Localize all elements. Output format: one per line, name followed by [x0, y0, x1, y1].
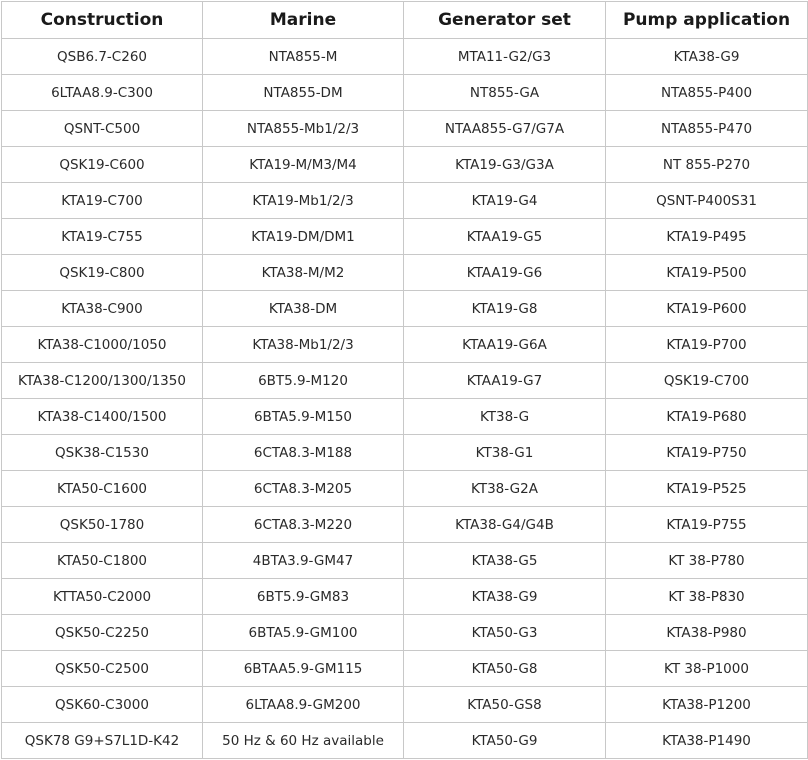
cell-construction: KTA50-C1600	[2, 471, 203, 507]
table-row	[2, 363, 808, 399]
engine-model-table	[1, 1, 808, 759]
cell-pump-application: KTA19-P680	[606, 399, 808, 435]
cell-generator-set: NTAA855-G7/G7A	[404, 111, 606, 147]
table-row	[2, 723, 808, 759]
cell-pump-application: KTA19-P495	[606, 219, 808, 255]
cell-marine: 50 Hz & 60 Hz available	[203, 723, 404, 759]
cell-marine: KTA38-DM	[203, 291, 404, 327]
cell-pump-application: QSK19-C700	[606, 363, 808, 399]
cell-marine: KTA19-DM/DM1	[203, 219, 404, 255]
table-row	[2, 471, 808, 507]
cell-generator-set: KTA19-G4	[404, 183, 606, 219]
cell-pump-application: KT 38-P1000	[606, 651, 808, 687]
table-row	[2, 111, 808, 147]
cell-construction: QSK60-C3000	[2, 687, 203, 723]
cell-generator-set: KTA50-G8	[404, 651, 606, 687]
table-row	[2, 75, 808, 111]
cell-construction: QSB6.7-C260	[2, 39, 203, 75]
cell-construction: KTA19-C700	[2, 183, 203, 219]
table-row	[2, 327, 808, 363]
cell-marine: 4BTA3.9-GM47	[203, 543, 404, 579]
cell-generator-set: KTAA19-G7	[404, 363, 606, 399]
table-row	[2, 543, 808, 579]
cell-marine: 6BTA5.9-M150	[203, 399, 404, 435]
cell-generator-set: KTA19-G8	[404, 291, 606, 327]
cell-construction: QSK50-C2250	[2, 615, 203, 651]
cell-construction: QSK50-C2500	[2, 651, 203, 687]
cell-construction: KTA50-C1800	[2, 543, 203, 579]
table-row	[2, 615, 808, 651]
cell-pump-application: KTA38-P1200	[606, 687, 808, 723]
cell-marine: 6BTA5.9-GM100	[203, 615, 404, 651]
cell-marine: NTA855-M	[203, 39, 404, 75]
cell-marine: 6LTAA8.9-GM200	[203, 687, 404, 723]
table-row	[2, 579, 808, 615]
header-construction: Construction	[2, 2, 203, 39]
table-row	[2, 651, 808, 687]
cell-construction: KTA38-C1000/1050	[2, 327, 203, 363]
cell-pump-application: KTA38-G9	[606, 39, 808, 75]
header-pump-application: Pump application	[606, 2, 808, 39]
header-generator-set: Generator set	[404, 2, 606, 39]
cell-generator-set: KTAA19-G6A	[404, 327, 606, 363]
header-marine: Marine	[203, 2, 404, 39]
cell-pump-application: KT 38-P780	[606, 543, 808, 579]
cell-marine: KTA38-M/M2	[203, 255, 404, 291]
cell-generator-set: KTA50-G3	[404, 615, 606, 651]
cell-pump-application: KTA38-P1490	[606, 723, 808, 759]
cell-generator-set: KT38-G2A	[404, 471, 606, 507]
table-row	[2, 435, 808, 471]
table-row	[2, 687, 808, 723]
cell-construction: KTA19-C755	[2, 219, 203, 255]
cell-generator-set: KTA50-G9	[404, 723, 606, 759]
cell-generator-set: KTA38-G5	[404, 543, 606, 579]
cell-marine: 6BT5.9-M120	[203, 363, 404, 399]
cell-construction: KTA38-C1200/1300/1350	[2, 363, 203, 399]
cell-construction: QSNT-C500	[2, 111, 203, 147]
cell-generator-set: KT38-G1	[404, 435, 606, 471]
cell-construction: KTA38-C1400/1500	[2, 399, 203, 435]
cell-generator-set: KTA38-G9	[404, 579, 606, 615]
cell-marine: NTA855-DM	[203, 75, 404, 111]
cell-construction: QSK50-1780	[2, 507, 203, 543]
cell-pump-application: KTA19-P525	[606, 471, 808, 507]
cell-generator-set: NT855-GA	[404, 75, 606, 111]
cell-pump-application: KTA19-P755	[606, 507, 808, 543]
cell-generator-set: KTA38-G4/G4B	[404, 507, 606, 543]
cell-marine: 6CTA8.3-M205	[203, 471, 404, 507]
table-row	[2, 507, 808, 543]
cell-marine: 6BT5.9-GM83	[203, 579, 404, 615]
cell-pump-application: KTA19-P500	[606, 255, 808, 291]
cell-marine: 6CTA8.3-M188	[203, 435, 404, 471]
cell-pump-application: NTA855-P400	[606, 75, 808, 111]
cell-marine: 6BTAA5.9-GM115	[203, 651, 404, 687]
cell-construction: QSK19-C800	[2, 255, 203, 291]
cell-construction: QSK78 G9+S7L1D-K42	[2, 723, 203, 759]
cell-construction: QSK38-C1530	[2, 435, 203, 471]
cell-pump-application: QSNT-P400S31	[606, 183, 808, 219]
cell-pump-application: KTA38-P980	[606, 615, 808, 651]
cell-marine: KTA19-Mb1/2/3	[203, 183, 404, 219]
cell-pump-application: KTA19-P750	[606, 435, 808, 471]
cell-marine: KTA19-M/M3/M4	[203, 147, 404, 183]
cell-generator-set: KTA19-G3/G3A	[404, 147, 606, 183]
table-row	[2, 183, 808, 219]
cell-pump-application: NT 855-P270	[606, 147, 808, 183]
cell-marine: 6CTA8.3-M220	[203, 507, 404, 543]
cell-generator-set: KTAA19-G5	[404, 219, 606, 255]
cell-generator-set: KTAA19-G6	[404, 255, 606, 291]
cell-pump-application: KT 38-P830	[606, 579, 808, 615]
cell-construction: KTTA50-C2000	[2, 579, 203, 615]
table-row	[2, 147, 808, 183]
cell-pump-application: NTA855-P470	[606, 111, 808, 147]
cell-generator-set: KT38-G	[404, 399, 606, 435]
table-row	[2, 219, 808, 255]
cell-construction: KTA38-C900	[2, 291, 203, 327]
cell-pump-application: KTA19-P600	[606, 291, 808, 327]
table-row	[2, 291, 808, 327]
cell-marine: NTA855-Mb1/2/3	[203, 111, 404, 147]
table-row	[2, 399, 808, 435]
cell-generator-set: MTA11-G2/G3	[404, 39, 606, 75]
cell-construction: QSK19-C600	[2, 147, 203, 183]
table-row	[2, 39, 808, 75]
table-row	[2, 255, 808, 291]
table-header-row	[2, 2, 808, 39]
cell-marine: KTA38-Mb1/2/3	[203, 327, 404, 363]
cell-pump-application: KTA19-P700	[606, 327, 808, 363]
cell-generator-set: KTA50-GS8	[404, 687, 606, 723]
table-body	[2, 39, 808, 759]
cell-construction: 6LTAA8.9-C300	[2, 75, 203, 111]
